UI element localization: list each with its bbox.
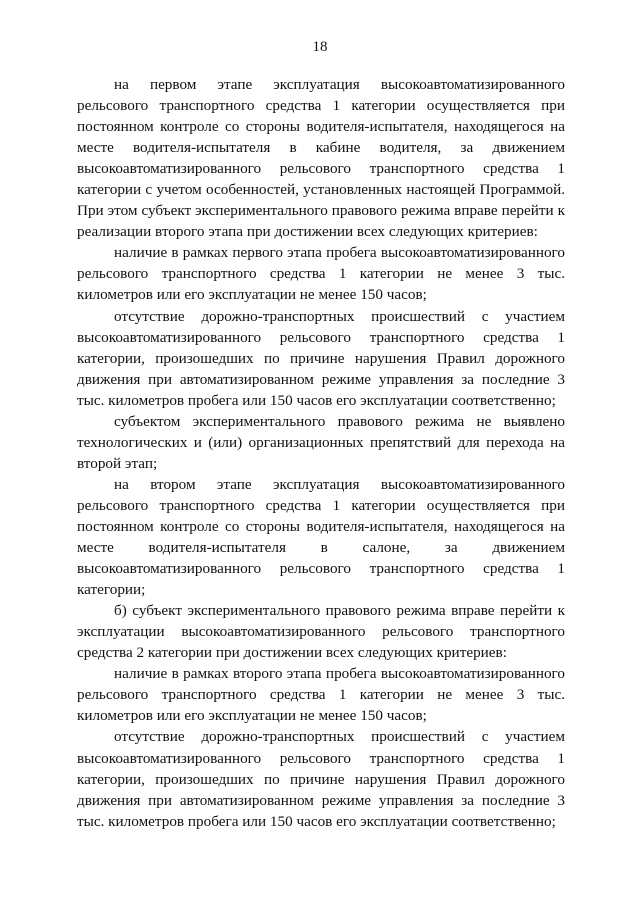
paragraph-criterion-no-obstacles: субъектом экспериментального правового режима не выявлено технологических и (или) организационных препятствий для перехода на второй этап;: [77, 412, 565, 472]
paragraph-criterion-no-accidents-stage-one: отсутствие дорожно-транспортных происшествий с участием высокоавтоматизированного рельсового транспортного средства 1 категории, произошедших по причине нарушения Правил дорожного движения при автоматизированном режиме управления за последние 3 тыс. километров пробега или 150 часов его эксплуатации соответственно;: [77, 307, 565, 409]
paragraph-criterion-no-accidents-stage-two: отсутствие дорожно-транспортных происшествий с участием высокоавтоматизированного рельсового транспортного средства 1 категории, произошедших по причине нарушения Правил дорожного движения при автоматизированном режиме управления за последние 3 тыс. километров пробега или 150 часов его эксплуатации соответственно;: [77, 728, 565, 830]
document-body: [77, 74, 565, 832]
paragraph-criterion-mileage-stage-two: наличие в рамках второго этапа пробега высокоавтоматизированного рельсового транспортного средства 1 категории не менее 3 тыс. километров или его эксплуатации не менее 150 часов;: [77, 665, 565, 725]
paragraph-stage-two: на втором этапе эксплуатация высокоавтоматизированного рельсового транспортного средства 1 категории осуществляется при постоянном контроле со стороны водителя-испытателя, находящегося на месте водителя-испытателя в салоне, за движением высокоавтоматизированного рельсового транспортного средства 1 категории;: [77, 475, 565, 599]
paragraph-criterion-mileage-stage-one: наличие в рамках первого этапа пробега высокоавтоматизированного рельсового транспортного средства 1 категории не менее 3 тыс. километров или его эксплуатации не менее 150 часов;: [77, 244, 565, 304]
paragraph-item-b: б) субъект экспериментального правового режима вправе перейти к эксплуатации высокоавтоматизированного рельсового транспортного средства 2 категории при достижении всех следующих критериев:: [77, 602, 565, 662]
paragraph-stage-one: на первом этапе эксплуатация высокоавтоматизированного рельсового транспортного средства 1 категории осуществляется при постоянном контроле со стороны водителя-испытателя, находящегося на месте водителя-испытателя в кабине водителя, за движением высокоавтоматизированного рельсового транспортного средства 1 категории с учетом особенностей, установленных настоящей Программой. При этом субъект экспериментального правового режима вправе перейти к реализации второго этапа при достижении всех следующих критериев:: [77, 76, 565, 241]
page-number: 18: [312, 39, 328, 55]
